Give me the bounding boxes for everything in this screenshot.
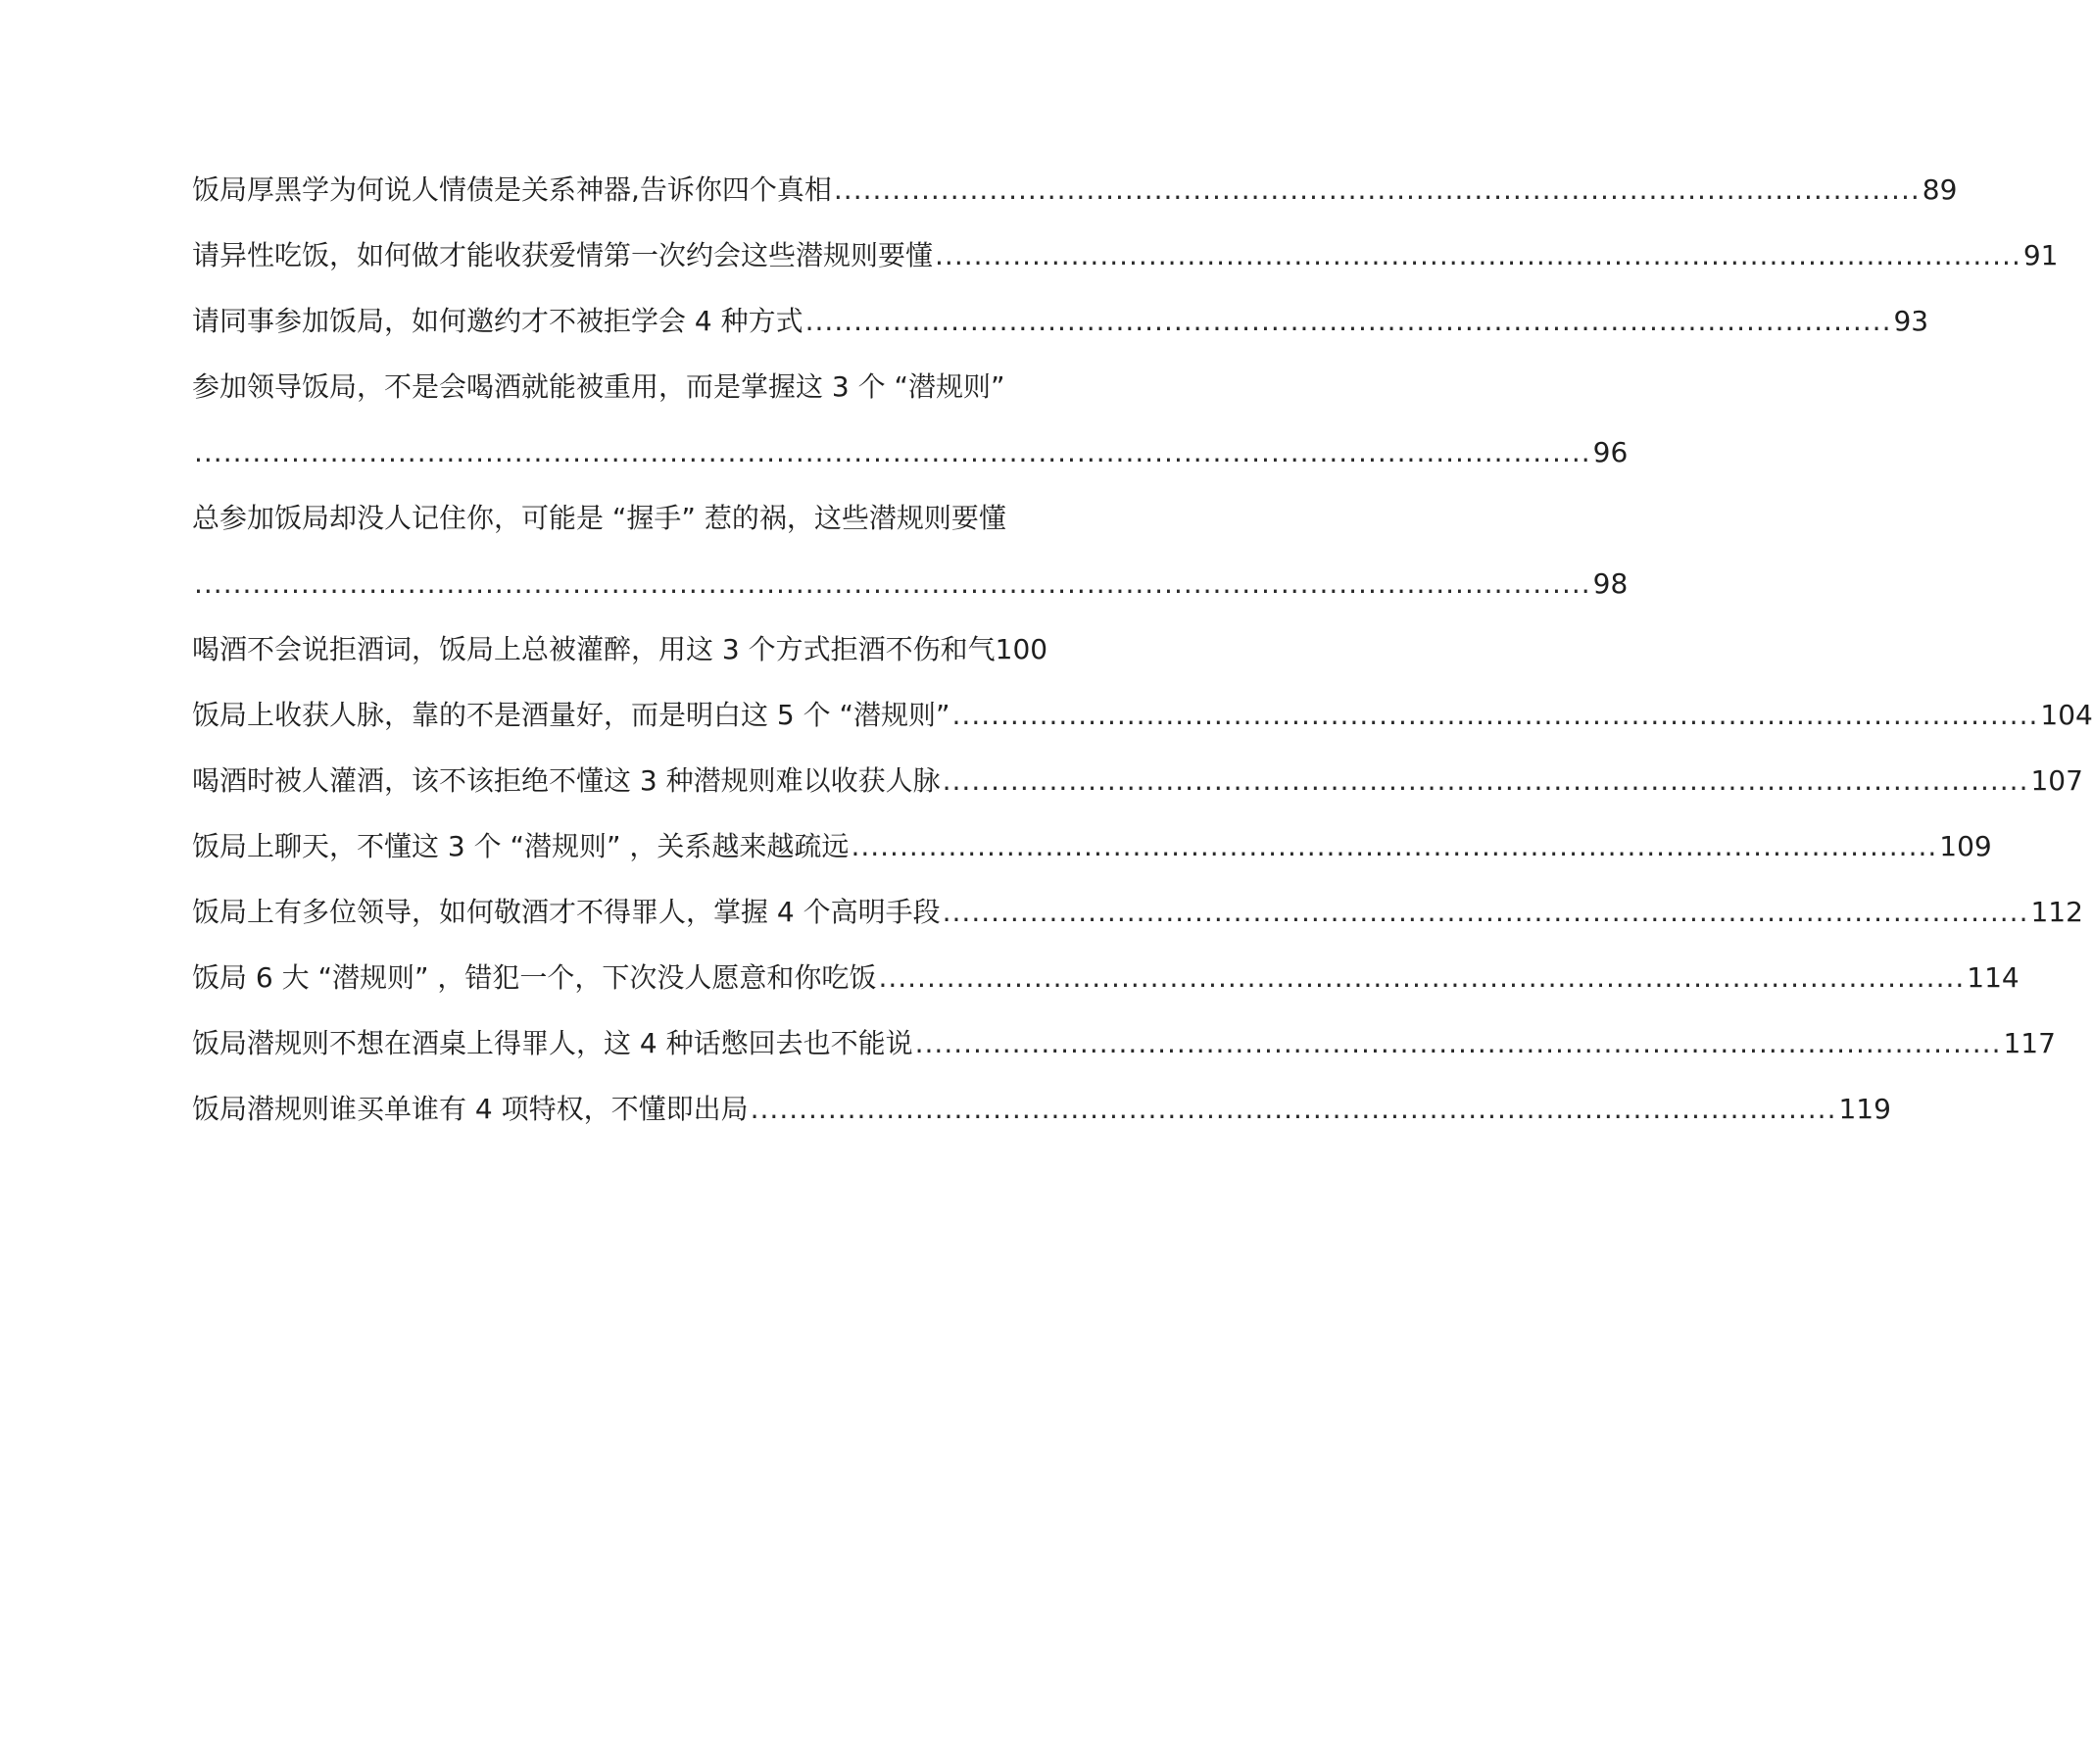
toc-entry[interactable] <box>192 1010 2056 1076</box>
toc-entry-page: 100 <box>995 633 1048 665</box>
toc-leader-dots: ................................................................................................................................................ <box>194 436 1591 468</box>
toc-entry-title: 饭局厚黑学为何说人情债是关系神器,告诉你四个真相 <box>192 173 832 206</box>
toc-entry-title: 饭局 6 大 “潜规则” ，错犯一个，下次没人愿意和你吃饭 <box>192 961 877 994</box>
toc-entry[interactable] <box>192 616 1103 682</box>
toc-leader-dots: ................................................................................................................ <box>914 1027 2002 1059</box>
toc-leader-dots: ................................................................................................................ <box>804 305 1892 337</box>
toc-entry-title: 喝酒时被人灌酒，该不该拒绝不懂这 3 种潜规则难以收获人脉 <box>192 764 941 797</box>
toc-entry[interactable] <box>192 222 2059 288</box>
toc-leader-dots: ................................................................................................................ <box>935 239 2021 271</box>
toc-entry-page: 107 <box>2030 764 2083 797</box>
toc-entry-page: 117 <box>2003 1027 2056 1059</box>
toc-entry-title: 总参加饭局却没人记住你，可能是 “握手” 惹的祸，这些潜规则要懂 <box>192 502 1006 534</box>
table-of-contents <box>192 157 2093 1142</box>
toc-entry-title: 饭局上聊天，不懂这 3 个 “潜规则” ，关系越来越疏远 <box>192 830 850 862</box>
toc-entry-page: 112 <box>2030 896 2083 928</box>
toc-entry[interactable] <box>192 748 2083 813</box>
toc-leader-dots: ................................................................................................................ <box>851 830 1938 862</box>
toc-entry[interactable] <box>192 1076 1891 1142</box>
toc-entry-page: 91 <box>2022 239 2059 271</box>
toc-entry[interactable] <box>192 485 1629 616</box>
toc-entry[interactable] <box>192 682 2093 748</box>
toc-entry-page: 104 <box>2040 699 2093 731</box>
toc-entry-title: 饭局上收获人脉，靠的不是酒量好，而是明白这 5 个 “潜规则” <box>192 699 950 731</box>
toc-entry-title: 饭局上有多位领导，如何敬酒才不得罪人，掌握 4 个高明手段 <box>192 896 941 928</box>
toc-entry[interactable] <box>192 157 1958 222</box>
toc-entry-page: 89 <box>1922 173 1958 206</box>
toc-entry-title: 饭局潜规则谁买单谁有 4 项特权，不懂即出局 <box>192 1093 749 1125</box>
toc-entry-title: 请异性吃饭，如何做才能收获爱情第一次约会这些潜规则要懂 <box>192 239 934 271</box>
toc-leader-dots: ................................................................................................................ <box>878 961 1966 994</box>
toc-entry-page: 96 <box>1592 436 1629 468</box>
toc-entry-title: 喝酒不会说拒酒词，饭局上总被灌醉，用这 3 个方式拒酒不伤和气 <box>192 633 996 665</box>
toc-leader-dots: ................................................................................................................ <box>951 699 2039 731</box>
toc-leader-dots: ................................................................................................................ <box>833 173 1921 206</box>
toc-leader-dots: ................................................................................................................ <box>942 764 2029 797</box>
toc-entry-title: 参加领导饭局，不是会喝酒就能被重用，而是掌握这 3 个 “潜规则” <box>192 370 1005 403</box>
toc-entry[interactable] <box>192 879 2083 945</box>
toc-entry[interactable] <box>192 813 1992 879</box>
toc-entry-title: 饭局潜规则不想在酒桌上得罪人，这 4 种话憋回去也不能说 <box>192 1027 913 1059</box>
toc-entry-page: 114 <box>1967 961 2020 994</box>
toc-entry[interactable] <box>192 354 1629 485</box>
toc-entry-page: 119 <box>1838 1093 1891 1125</box>
toc-entry-title: 请同事参加饭局，如何邀约才不被拒学会 4 种方式 <box>192 305 803 337</box>
toc-entry-page: 109 <box>1939 830 1992 862</box>
toc-entry[interactable] <box>192 288 1929 354</box>
toc-entry[interactable] <box>192 945 2020 1010</box>
toc-leader-dots: ................................................................................................................ <box>750 1093 1837 1125</box>
toc-leader-dots: ................................................................................................................................................ <box>194 567 1591 600</box>
toc-entry-page: 93 <box>1893 305 1929 337</box>
toc-entry-page: 98 <box>1592 567 1629 600</box>
toc-leader-dots: ................................................................................................................ <box>942 896 2029 928</box>
